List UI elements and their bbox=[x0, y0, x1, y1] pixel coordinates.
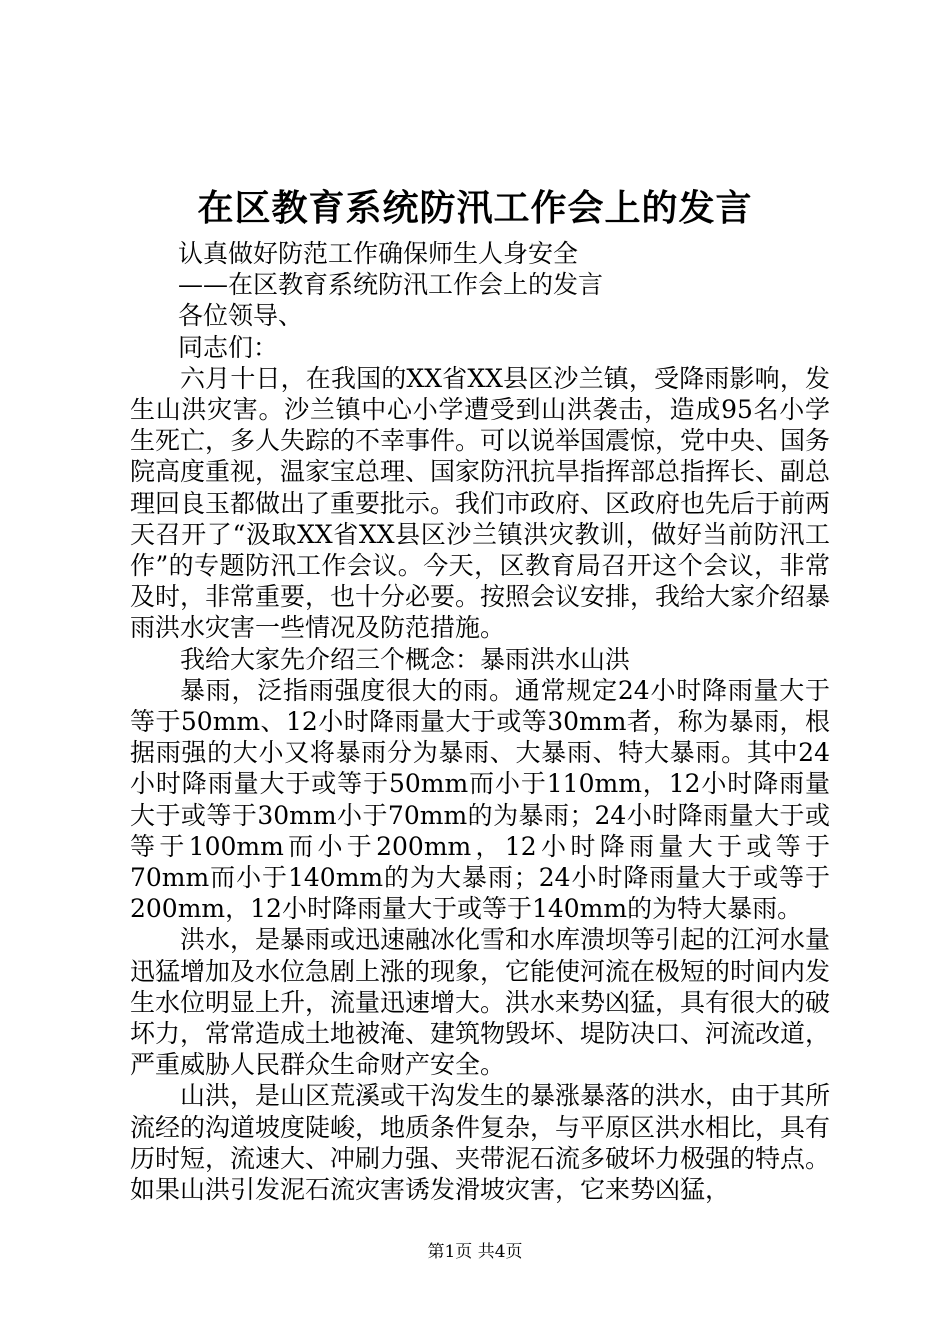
subtitle-secondary: ——在区教育系统防汛工作会上的发言 bbox=[178, 270, 604, 300]
paragraph-concepts: 我给大家先介绍三个概念：暴雨洪水山洪 bbox=[180, 644, 631, 674]
paragraph-flood: 洪水，是暴雨或迅速融冰化雪和水库溃坝等引起的江河水量迅猛增加及水位急剧上涨的现象，它能使河流在极短的时间内发生水位明显上升，流量迅速增大。洪水来势凶猛，具有很大的破坏力，常常造成土地被淹、建筑物毁坏、堤防决口、河流改道，严重威胁人民群众生命财产安全。 bbox=[130, 925, 831, 1080]
document-body bbox=[130, 238, 830, 1205]
document-title: 在区教育系统防汛工作会上的发言 bbox=[197, 187, 753, 229]
paragraph-rainstorm: 暴雨，泛指雨强度很大的雨。通常规定24小时降雨量大于等于50mm、12小时降雨量大于或等30mm者，称为暴雨，根据雨强的大小又将暴雨分为暴雨、大暴雨、特大暴雨。其中24小时降雨量大于或等于50mm而小于110mm，12小时降雨量大于或等于30mm小于70mm的为暴雨；24小时降雨量大于或等于100mm而小于200mm，12小时降雨量大于或等于70mm而小于140mm的为大暴雨；24小时降雨量大于或等于200mm，12小时降雨量大于或等于140mm的为特大暴雨。 bbox=[130, 675, 830, 924]
paragraph-intro: 六月十日，在我国的XX省XX县区沙兰镇，受降雨影响，发生山洪灾害。沙兰镇中心小学遭受到山洪袭击，造成95名小学生死亡，多人失踪的不幸事件。可以说举国震惊，党中央、国务院高度重视，温家宝总理、国家防汛抗旱指挥部总指挥长、副总理回良玉都做出了重要批示。我们市政府、区政府也先后于前两天召开了“汲取XX省XX县区沙兰镇洪灾教训，做好当前防汛工作”的专题防汛工作会议。今天，区教育局召开这个会议，非常及时，非常重要，也十分必要。按照会议安排，我给大家介绍暴雨洪水灾害一些情况及防范措施。 bbox=[130, 363, 831, 643]
page-footer: 第1页 共4页 bbox=[427, 1242, 523, 1262]
subtitle: 认真做好防范工作确保师生人身安全 bbox=[178, 239, 579, 268]
salutation-leaders: 各位领导、 bbox=[178, 301, 304, 331]
salutation-comrades: 同志们： bbox=[178, 332, 279, 362]
paragraph-mountain-torrent: 山洪，是山区荒溪或干沟发生的暴涨暴落的洪水，由于其所流经的沟道坡度陡峻，地质条件复杂，与平原区洪水相比，具有历时短，流速大、冲刷力强、夹带泥石流多破坏力极强的特点。如果山洪引发泥石流灾害诱发滑坡灾害，它来势凶猛， bbox=[130, 1081, 831, 1205]
